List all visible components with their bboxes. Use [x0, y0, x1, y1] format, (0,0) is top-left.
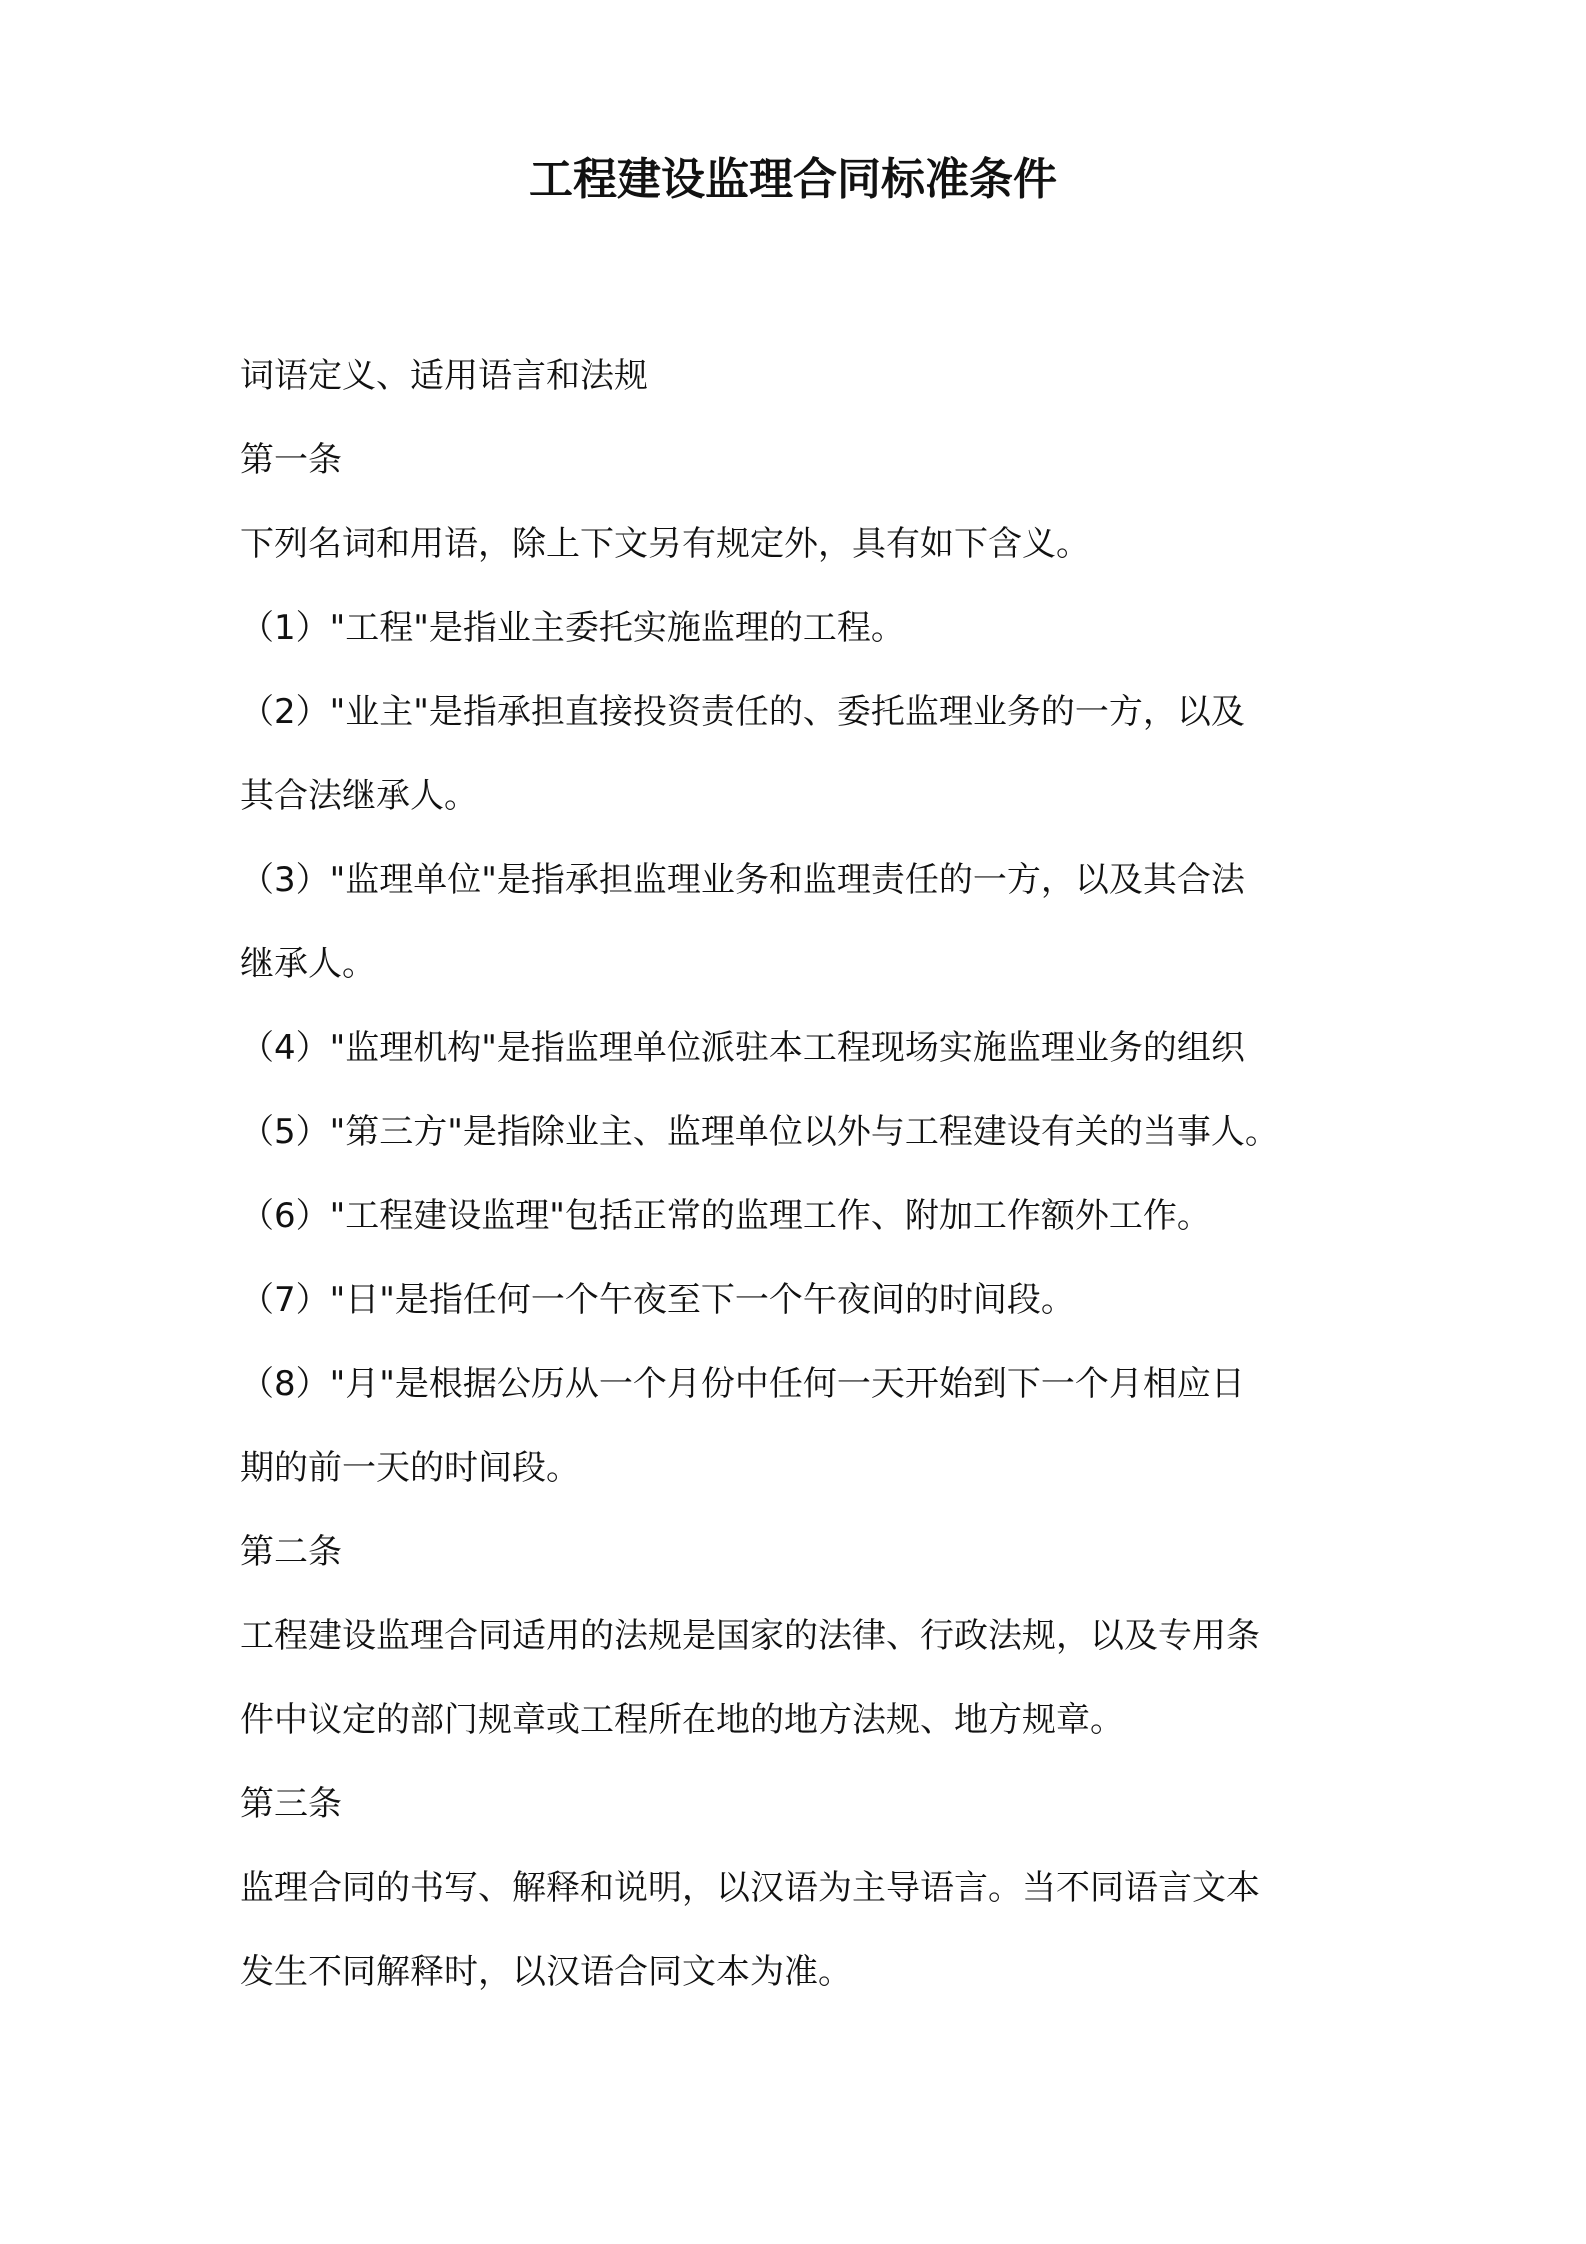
- paragraph-line: （7）"日"是指任何一个午夜至下一个午夜间的时间段。: [240, 1280, 1075, 1320]
- paragraph-line: 工程建设监理合同适用的法规是国家的法律、行政法规，以及专用条: [240, 1616, 1260, 1656]
- paragraph-line: 监理合同的书写、解释和说明，以汉语为主导语言。当不同语言文本: [240, 1868, 1260, 1908]
- document-title: 工程建设监理合同标准条件: [529, 154, 1057, 205]
- paragraph-line: 期的前一天的时间段。: [240, 1448, 580, 1488]
- paragraph-line: （4）"监理机构"是指监理单位派驻本工程现场实施监理业务的组织: [240, 1028, 1245, 1068]
- article-heading: 第三条: [240, 1784, 342, 1824]
- paragraph-line: 继承人。: [240, 944, 376, 984]
- document-body: [240, 334, 1360, 2014]
- section-heading: 词语定义、适用语言和法规: [240, 356, 648, 396]
- paragraph-line: （6）"工程建设监理"包括正常的监理工作、附加工作额外工作。: [240, 1196, 1211, 1236]
- paragraph-line: 其合法继承人。: [240, 776, 478, 816]
- paragraph-line: 下列名词和用语，除上下文另有规定外，具有如下含义。: [240, 524, 1090, 564]
- article-heading: 第二条: [240, 1532, 342, 1572]
- paragraph-line: （2）"业主"是指承担直接投资责任的、委托监理业务的一方，以及: [240, 692, 1245, 732]
- paragraph-line: 件中议定的部门规章或工程所在地的地方法规、地方规章。: [240, 1700, 1124, 1740]
- paragraph-line: 发生不同解释时，以汉语合同文本为准。: [240, 1952, 852, 1992]
- article-heading: 第一条: [240, 440, 342, 480]
- paragraph-line: （8）"月"是根据公历从一个月份中任何一天开始到下一个月相应日: [240, 1364, 1245, 1404]
- paragraph-line: （1）"工程"是指业主委托实施监理的工程。: [240, 608, 905, 648]
- paragraph-line: （3）"监理单位"是指承担监理业务和监理责任的一方，以及其合法: [240, 860, 1245, 900]
- paragraph-line: （5）"第三方"是指除业主、监理单位以外与工程建设有关的当事人。: [240, 1112, 1279, 1152]
